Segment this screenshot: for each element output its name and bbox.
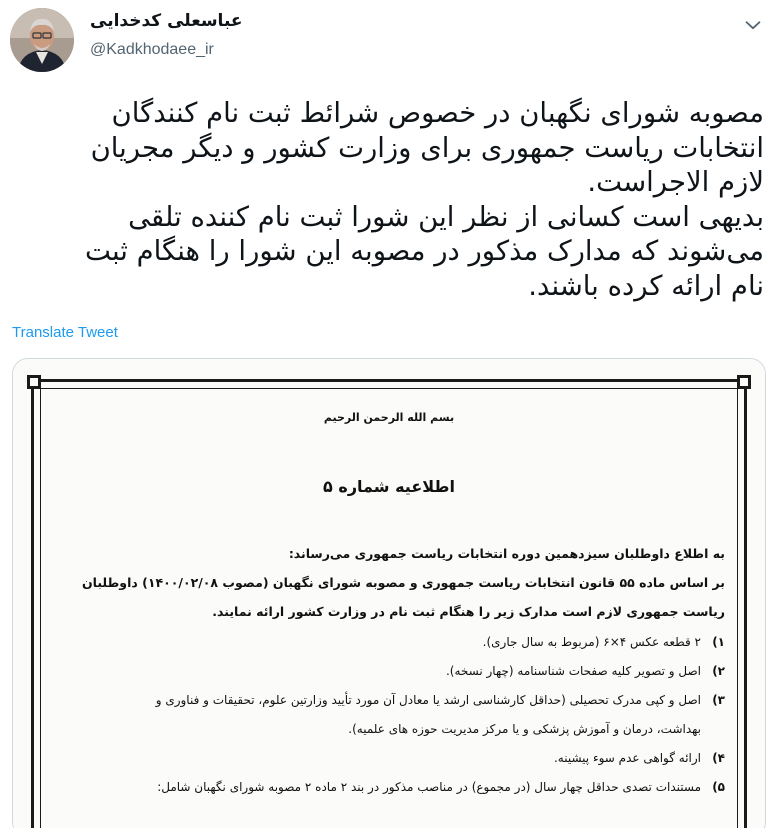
document-bismillah: بسم الله الرحمن الرحیم: [323, 411, 455, 424]
author-avatar[interactable]: [10, 8, 74, 72]
list-item: [53, 628, 725, 657]
list-item-text: اصل و کپی مدرک تحصیلی (حداقل کارشناسی ارشد یا معادل آن مورد تأیید وزارتین علوم، تحقیقات و فناوری و: [155, 693, 701, 707]
list-item: [53, 744, 725, 773]
list-item-text: مستندات تصدی حداقل چهار سال (در مجموع) در مناصب مذکور در بند ۲ ماده ۲ مصوبه شورای نگهبان شامل:: [157, 780, 701, 794]
document-intro-line: بر اساس ماده ۵۵ قانون انتخابات ریاست جمهوری و مصوبه شورای نگهبان (مصوب ۱۴۰۰/۰۲/۰۸) داوطلبان: [81, 575, 725, 590]
list-item-text: بهداشت، درمان و آموزش پزشکی و یا مرکز مدیریت حوزه های علمیه).: [348, 722, 701, 736]
document-scan: [13, 359, 765, 828]
list-item-number: ۱): [712, 635, 725, 649]
list-item-text: اصل و تصویر کلیه صفحات شناسنامه (چهار نسخه).: [445, 664, 701, 678]
tweet-text-line: می‌شوند که مدارک مذکور در مصوبه این شورا را هنگام ثبت: [84, 235, 764, 267]
document-intro: [53, 539, 725, 626]
list-item-text: ۲ قطعه عکس ۴×۶ (مربوط به سال جاری).: [482, 635, 701, 649]
document-intro-line: ریاست جمهوری لازم است مدارک زیر را هنگام ثبت نام در وزارت کشور ارائه نمایند.: [212, 604, 725, 619]
tweet-text-line: مصوبه شورای نگهبان در خصوص شرائط ثبت نام کنندگان: [111, 97, 764, 129]
list-item-number: ۲): [712, 664, 725, 678]
border-corner-ornament: [27, 375, 41, 389]
translate-tweet-link[interactable]: Translate Tweet: [12, 324, 118, 341]
tweet-text-line: انتخابات ریاست جمهوری برای وزارت کشور و دیگر مجریان: [90, 131, 764, 164]
avatar-photo: [10, 8, 74, 72]
more-options-button[interactable]: [742, 14, 764, 36]
list-item: [53, 715, 725, 744]
list-item-number: [711, 715, 725, 744]
list-item-number: ۴): [712, 751, 725, 765]
list-item-text: ارائه گواهی عدم سوء پیشینه.: [553, 751, 701, 765]
list-item-number: ۳): [712, 693, 725, 707]
tweet-image[interactable]: [12, 358, 766, 828]
tweet-text-line: بدیهی است کسانی از نظر این شورا ثبت نام کننده تلقی: [128, 200, 764, 233]
document-intro-line: به اطلاع داوطلبان سیزدهمین دوره انتخابات ریاست جمهوری می‌رساند:: [288, 546, 725, 561]
author-name[interactable]: عباسعلی کدخدایی: [90, 11, 243, 31]
tweet-text: [14, 96, 764, 303]
border-corner-ornament: [737, 375, 751, 389]
list-item: [53, 657, 725, 686]
list-item-number: ۵): [712, 780, 725, 794]
chevron-down-icon: [742, 14, 764, 36]
document-requirements-list: [53, 628, 725, 802]
list-item: [53, 686, 725, 715]
author-handle[interactable]: @Kadkhodaee_ir: [90, 41, 214, 58]
tweet-text-line: نام ارائه کرده باشند.: [528, 269, 764, 302]
list-item: [53, 773, 725, 802]
tweet-text-line: لازم الاجراست.: [587, 166, 764, 198]
document-title: اطلاعیه شماره ۵: [323, 477, 455, 496]
